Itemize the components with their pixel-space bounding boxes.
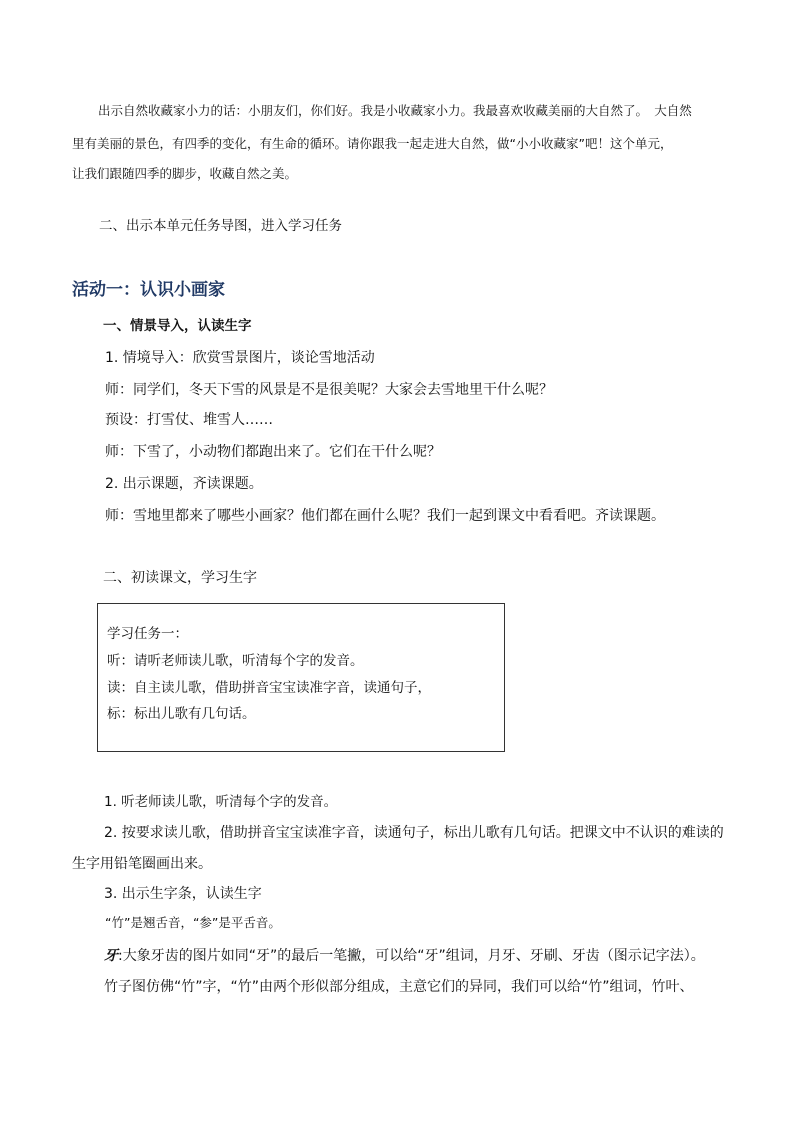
activity-item-3: 预设：打雪仗、堆雪人…… (105, 412, 273, 428)
task-box-line-listen: 听：请听老师读儿歌，听清每个字的发音。 (107, 653, 364, 669)
intro-line-1: 出示自然收藏家小力的话：小朋友们，你们好。我是小收藏家小力。我最喜欢收藏美丽的大自然了。 大自然 (98, 103, 692, 118)
activity-item-4: 师：下雪了，小动物们都跑出来了。它们在干什么呢？ (105, 444, 441, 460)
activity-item-5: 2. 出示课题，齐读课题。 (105, 476, 263, 492)
task-box-line-read: 读：自主读儿歌，借助拼音宝宝读准字音，读通句子， (107, 680, 431, 696)
intro-line-3: 让我们跟随四季的脚步，收藏自然之美。 (72, 166, 298, 181)
ya-explanation-text: :大象牙齿的图片如同“牙”的最后一笔撇，可以给“牙”组词，月牙、牙刷、牙齿（图示记字法）。 (118, 948, 705, 964)
section-read-heading: 二、初读课文，学习生字 (103, 570, 257, 586)
read-step-1: 1. 听老师读儿歌，听清每个字的发音。 (104, 794, 338, 810)
pronunciation-note: “竹”是翘舌音，“参”是平舌音。 (105, 915, 281, 930)
task-box-title: 学习任务一： (107, 626, 188, 642)
read-step-2: 2. 按要求读儿歌，借助拼音宝宝读准字音，读通句子，标出儿歌有几句话。把课文中不认识的难读的 (104, 825, 724, 841)
activity-one-subheading: 一、情景导入，认读生字 (103, 318, 252, 334)
zhu-explanation: 竹子图仿佛“竹”字，“竹”由两个形似部分组成，主意它们的异同，我们可以给“竹”组词，竹叶、 (104, 979, 694, 995)
ya-explanation (104, 946, 705, 966)
intro-line-2: 里有美丽的景色，有四季的变化，有生命的循环。请你跟我一起走进大自然，做“小小收藏家”吧！这个单元， (72, 136, 673, 151)
activity-item-6: 师：雪地里都来了哪些小画家？他们都在画什么呢？我们一起到课文中看看吧。齐读课题。 (105, 508, 665, 524)
activity-item-1: 1. 情境导入：欣赏雪景图片，谈论雪地活动 (105, 350, 375, 366)
learning-task-box (97, 603, 505, 752)
activity-item-2: 师：同学们，冬天下雪的风景是不是很美呢？大家会去雪地里干什么呢？ (105, 382, 553, 398)
read-step-2-cont: 生字用铅笔圈画出来。 (72, 856, 212, 872)
activity-one-title: 活动一：认识小画家 (72, 280, 225, 300)
ya-character-glyph: 牙 (104, 948, 118, 964)
task-box-line-mark: 标：标出儿歌有几句话。 (107, 706, 256, 722)
read-step-3: 3. 出示生字条，认读生字 (104, 886, 262, 902)
section-two-intro: 二、出示本单元任务导图，进入学习任务 (99, 218, 342, 234)
